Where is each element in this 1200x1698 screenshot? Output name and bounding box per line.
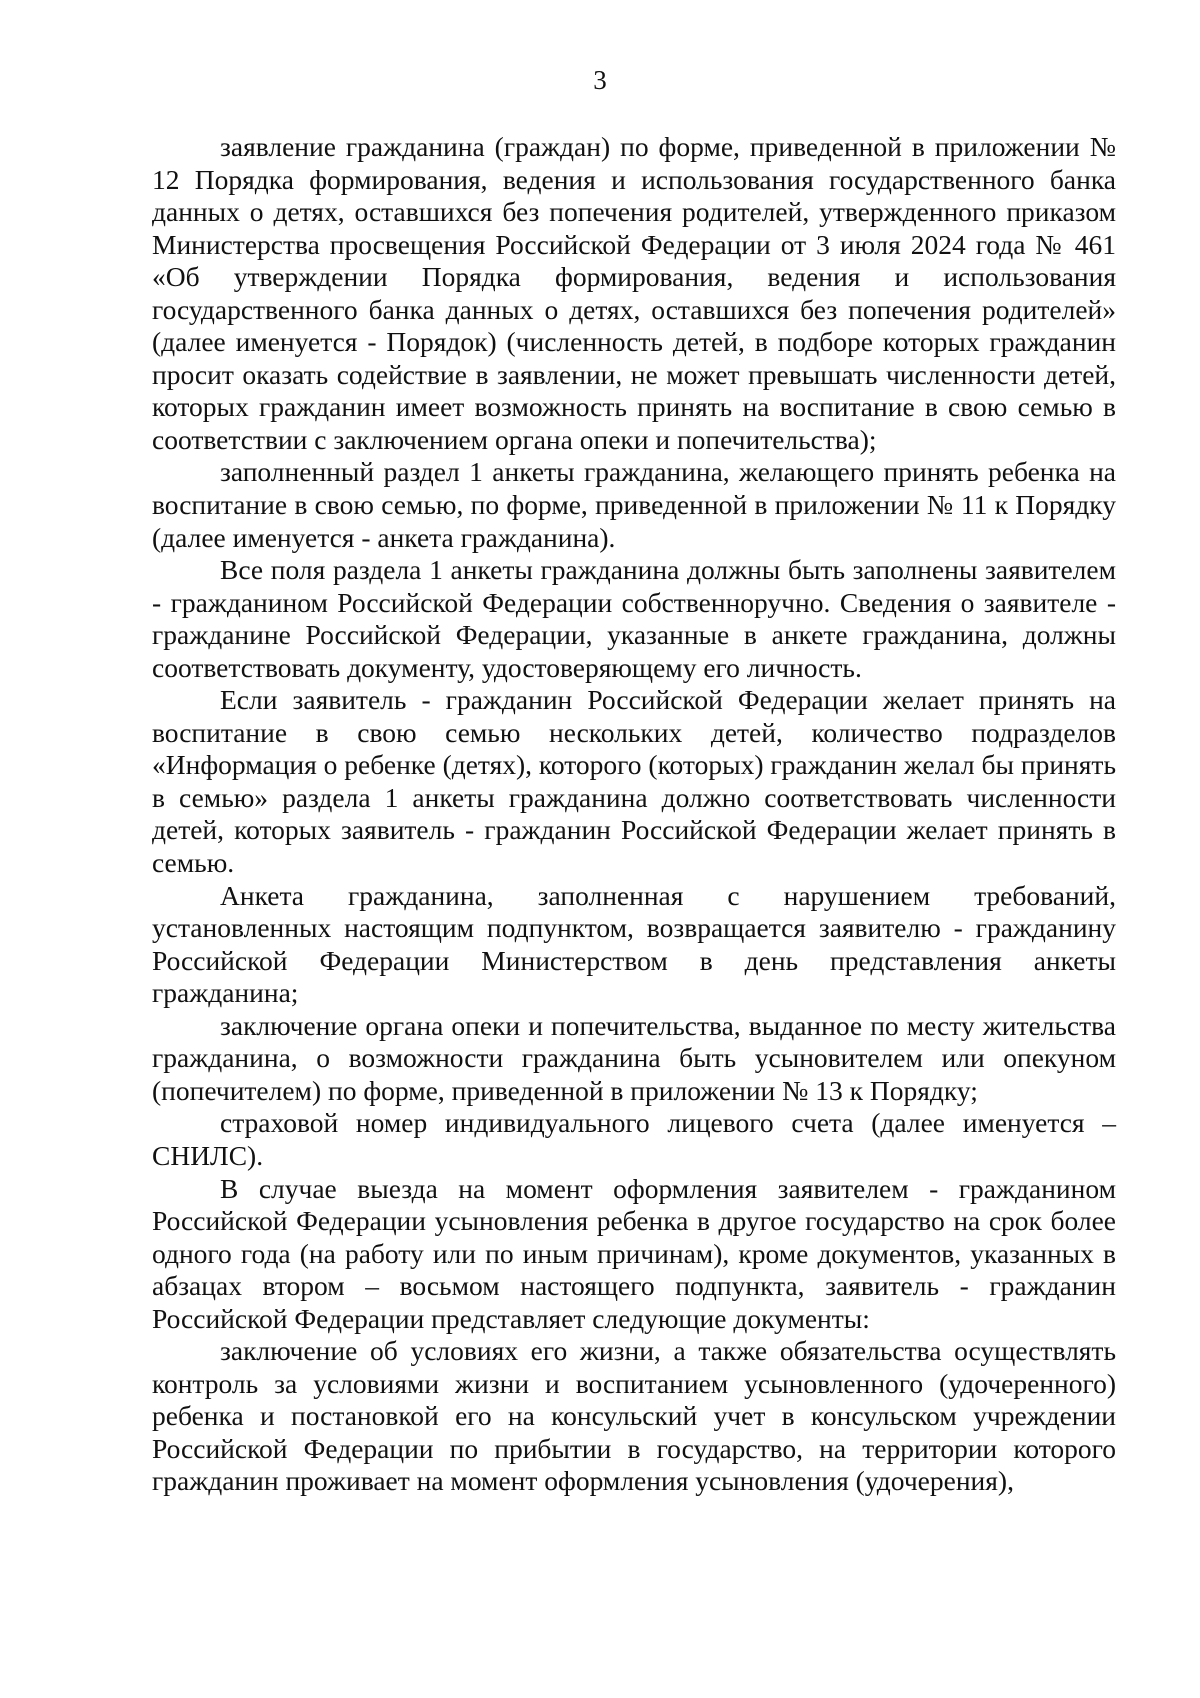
paragraph-guardianship-conclusion: заключение органа опеки и попечительства, выданное по месту жительства гражданина, о возможности гражданина быть усыновителем или опекуном (попечителем) по форме, приведенной в приложении № 13 к Порядку; [152,1009,1116,1106]
page-number: 3 [593,65,607,95]
paragraph-departure-case: В случае выезда на момент оформления заявителем - гражданином Российской Федерации усыновления ребенка в другое государство на срок более одного года (на работу или по иным причинам), кроме документов, указанных в абзацах втором – восьмом настоящего подпункта, заявитель - гражданин Российской Федерации представляет следующие документы: [152,1172,1116,1334]
paragraph-application: заявление гражданина (граждан) по форме, приведенной в приложении № 12 Порядка формирования, ведения и использования государственного банка данных о детях, оставшихся без попечения родителей, утвержденного приказом Министерства просвещения Российской Федерации от 3 июля 2024 года № 461 «Об утверждении Порядка формирования, ведения и использования государственного банка данных о детях, оставшихся без попечения родителей» (далее именуется - Порядок) (численность детей, в подборе которых гражданин просит оказать содействие в заявлении, не может превышать численности детей, которых гражданин имеет возможность принять на воспитание в свою семью в соответствии с заключением органа опеки и попечительства); [152,131,1116,455]
document-body [152,131,1116,1498]
paragraph-living-conditions: заключение об условиях его жизни, а также обязательства осуществлять контроль за условиями жизни и воспитанием усыновленного (удочеренного) ребенка и постановкой его на консульский учет в консульском учреждении Российской Федерации по прибытии в государство, на территории которого гражданин проживает на момент оформления усыновления (удочерения), [152,1335,1116,1497]
paragraph-several-children: Если заявитель - гражданин Российской Федерации желает принять на воспитание в свою семью нескольких детей, количество подразделов «Информация о ребенке (детях), которого (которых) гражданин желал бы принять в семью» раздела 1 анкеты гражданина должно соответствовать численности детей, которых заявитель - гражданин Российской Федерации желает принять в семью. [152,684,1116,879]
paragraph-questionnaire-returned: Анкета гражданина, заполненная с нарушением требований, установленных настоящим подпунктом, возвращается заявителю - гражданину Российской Федерации Министерством в день представления анкеты гражданина; [152,879,1116,1009]
paragraph-snils: страховой номер индивидуального лицевого счета (далее именуется – СНИЛС). [152,1107,1116,1171]
paragraph-fields-requirement: Все поля раздела 1 анкеты гражданина должны быть заполнены заявителем - гражданином Российской Федерации собственноручно. Сведения о заявителе - гражданине Российской Федерации, указанные в анкете гражданина, должны соответствовать документу, удостоверяющему его личность. [152,554,1116,683]
paragraph-questionnaire-section: заполненный раздел 1 анкеты гражданина, желающего принять ребенка на воспитание в свою семью, по форме, приведенной в приложении № 11 к Порядку (далее именуется - анкета гражданина). [152,456,1116,553]
